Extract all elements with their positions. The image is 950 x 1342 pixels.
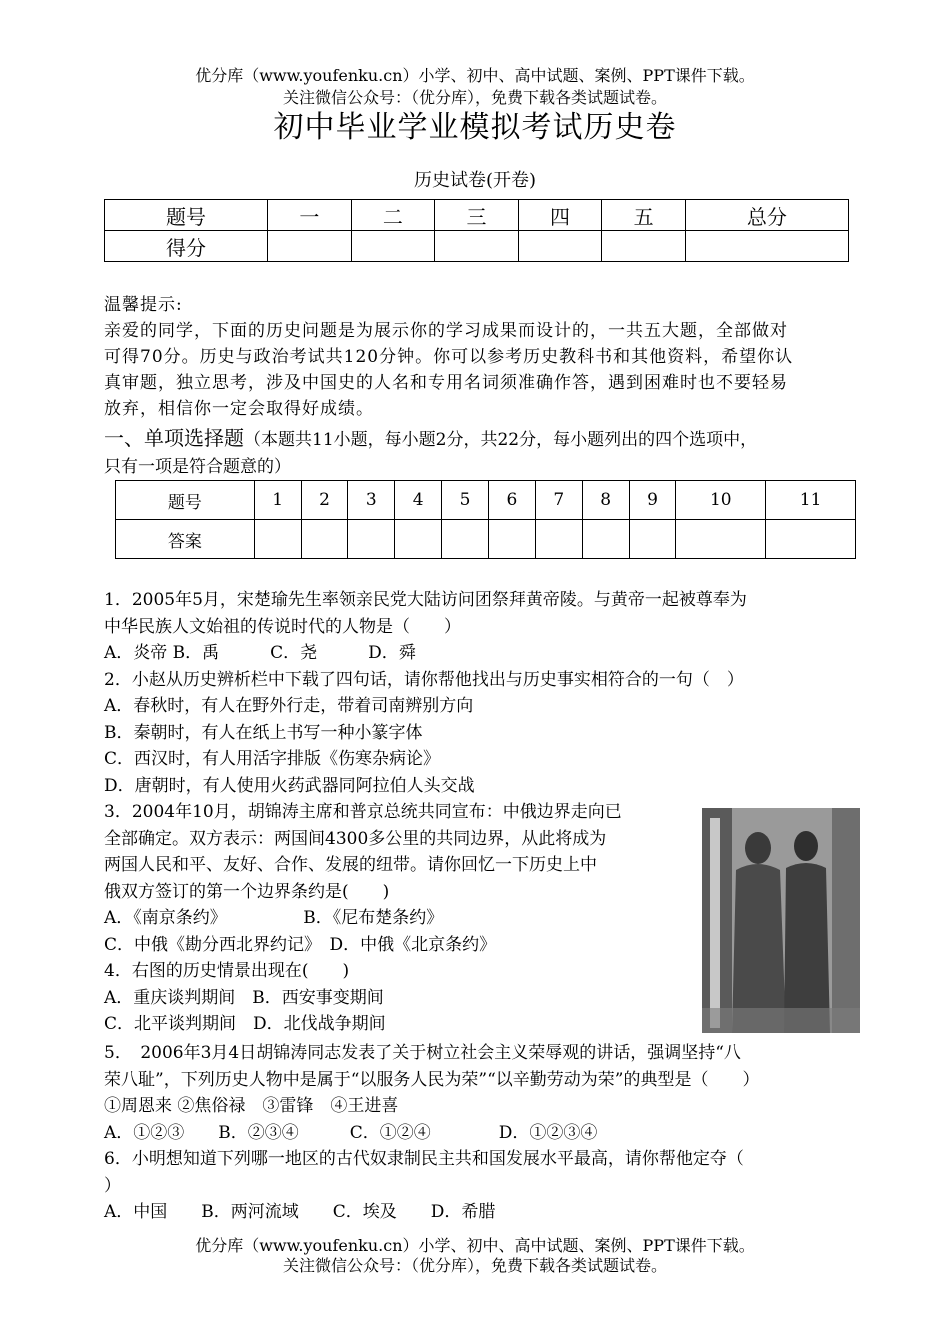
answer-header-cell: 9 — [629, 481, 676, 520]
score-entry-cell[interactable] — [351, 231, 435, 262]
question-line: 1．2005年5月，宋楚瑜先生率领亲民党大陆访问团祭拜黄帝陵。与黄帝一起被尊奉为 — [104, 590, 747, 610]
question-line: 6．小明想知道下列哪一地区的古代奴隶制民主共和国发展水平最高，请你帮他定夺（ — [104, 1149, 744, 1169]
section1-header — [104, 425, 864, 480]
question-line: 两国人民和平、友好、合作、发展的纽带。请你回忆一下历史上中 — [104, 855, 597, 875]
questions-5-6 — [104, 1040, 864, 1226]
answer-entry-cell[interactable] — [254, 520, 301, 559]
section1-heading: 一、单项选择题 — [104, 426, 244, 450]
answer-entry-cell[interactable] — [395, 520, 442, 559]
answer-header-cell: 3 — [348, 481, 395, 520]
score-table-score-row — [105, 231, 849, 262]
score-cell: 一 — [268, 200, 352, 231]
question-line: 3．2004年10月，胡锦涛主席和普京总统共同宣布：中俄边界走向已 — [104, 802, 622, 822]
answer-header-cell: 2 — [301, 481, 348, 520]
watermark-line-2: 关注微信公众号：（优分库），免费下载各类试题试卷。 — [282, 88, 667, 107]
answer-header-cell: 10 — [676, 481, 766, 520]
answer-header-cell: 7 — [535, 481, 582, 520]
footer-watermark-line-1: 优分库（www.youfenku.cn）小学、初中、高中试题、案例、PPT课件下载。 — [195, 1236, 755, 1255]
tips-line: 放弃，相信你一定会取得好成绩。 — [104, 399, 374, 419]
question-line: A．《南京条约》 B．《尼布楚条约》 — [104, 908, 444, 928]
score-entry-cell[interactable] — [685, 231, 848, 262]
tips-line: 可得70分。历史与政治考试共120分钟。你可以参考历史教科书和其他资料，希望你认 — [104, 347, 794, 367]
section1-desc: （本题共11小题，每小题2分，共22分，每小题列出的四个选项中， — [244, 430, 758, 450]
tips-block — [104, 292, 854, 422]
historical-photo-drawing — [702, 808, 860, 1033]
question-line: 5． 2006年3月4日胡锦涛同志发表了关于树立社会主义荣辱观的讲话，强调坚持“八 — [104, 1043, 741, 1063]
question-line: A．春秋时，有人在野外行走，带着司南辨别方向 — [104, 696, 474, 716]
watermark-line-1: 优分库（www.youfenku.cn）小学、初中、高中试题、案例、PPT课件下载。 — [195, 66, 755, 85]
footer-watermark-line-2: 关注微信公众号：（优分库），免费下载各类试题试卷。 — [282, 1256, 667, 1275]
question-line: C．中俄《勘分西北界约记》 D．中俄《北京条约》 — [104, 934, 497, 955]
score-entry-cell[interactable] — [435, 231, 519, 262]
answer-entry-cell[interactable] — [301, 520, 348, 559]
question-line: A．①②③ B．②③④ C．①②④ D．①②③④ — [104, 1122, 598, 1143]
answer-header-cell: 题号 — [116, 481, 255, 520]
page-subtitle: 历史试卷(开卷) — [413, 170, 537, 191]
section1-desc-line2: 只有一项是符合题意的） — [104, 456, 291, 477]
tips-heading: 温馨提示: — [104, 295, 183, 315]
answer-row-label: 答案 — [116, 520, 255, 559]
answer-entry-cell[interactable] — [488, 520, 535, 559]
score-cell: 三 — [435, 200, 519, 231]
score-cell: 总分 — [685, 200, 848, 231]
question-line: ①周恩来 ②焦俗禄 ③雷锋 ④王进喜 — [104, 1096, 399, 1116]
question-line: 全部确定。双方表示：两国间4300多公里的共同边界，从此将成为 — [104, 828, 607, 849]
answer-entry-cell[interactable] — [348, 520, 395, 559]
answer-entry-cell[interactable] — [535, 520, 582, 559]
answer-table-header-row — [116, 481, 856, 520]
answer-table-answer-row — [116, 520, 856, 559]
answer-header-cell: 8 — [582, 481, 629, 520]
question-line: C．西汉时，有人用活字排版《伤寒杂病论》 — [104, 749, 441, 769]
score-entry-cell[interactable] — [518, 231, 602, 262]
question-line: 荣八耻”，下列历史人物中是属于“以服务人民为荣”“以辛勤劳动为荣”的典型是（ ） — [104, 1069, 760, 1090]
question-line: 4．右图的历史情景出现在( ) — [104, 961, 350, 981]
answer-header-cell: 1 — [254, 481, 301, 520]
answer-header-cell: 5 — [442, 481, 489, 520]
question-line: B．秦朝时，有人在纸上书写一种小篆字体 — [104, 722, 423, 743]
score-cell: 四 — [518, 200, 602, 231]
answer-table — [115, 480, 856, 559]
score-table-header-row — [105, 200, 849, 231]
tips-line: 亲爱的同学，下面的历史问题是为展示你的学习成果而设计的，一共五大题，全部做对 — [104, 321, 788, 341]
answer-entry-cell[interactable] — [582, 520, 629, 559]
score-entry-cell[interactable] — [602, 231, 686, 262]
question-line: D．唐朝时，有人使用火药武器同阿拉伯人头交战 — [104, 775, 475, 796]
score-entry-cell[interactable] — [268, 231, 352, 262]
page-title: 初中毕业学业模拟考试历史卷 — [273, 110, 677, 145]
answer-entry-cell[interactable] — [629, 520, 676, 559]
question-line: 俄双方签订的第一个边界条约是( ) — [104, 881, 390, 902]
score-cell: 题号 — [105, 200, 268, 231]
score-table — [104, 199, 849, 262]
historical-photo — [702, 808, 860, 1033]
question-line: A．重庆谈判期间 B．西安事变期间 — [104, 987, 384, 1008]
score-cell: 五 — [602, 200, 686, 231]
question-line: A．中国 B．两河流域 C．埃及 D．希腊 — [104, 1202, 496, 1222]
questions-1-2 — [104, 587, 854, 799]
answer-entry-cell[interactable] — [442, 520, 489, 559]
tips-line: 真审题，独立思考，涉及中国史的人名和专用名词须准确作答，遇到困难时也不要轻易 — [104, 373, 788, 393]
questions-3-4 — [104, 799, 694, 1038]
question-line: 2．小赵从历史辨析栏中下载了四句话，请你帮他找出与历史事实相符合的一句（ ） — [104, 669, 744, 690]
answer-entry-cell[interactable] — [766, 520, 856, 559]
question-line: C．北平谈判期间 D．北伐战争期间 — [104, 1014, 386, 1034]
answer-entry-cell[interactable] — [676, 520, 766, 559]
answer-header-cell: 11 — [766, 481, 856, 520]
score-cell: 二 — [351, 200, 435, 231]
question-line: 中华民族人文始祖的传说时代的人物是（ ） — [104, 616, 461, 637]
question-line: A．炎帝 B．禹 C．尧 D．舜 — [104, 643, 416, 663]
answer-header-cell: 4 — [395, 481, 442, 520]
answer-header-cell: 6 — [488, 481, 535, 520]
question-line: ） — [104, 1175, 121, 1196]
score-row-label: 得分 — [105, 231, 268, 262]
